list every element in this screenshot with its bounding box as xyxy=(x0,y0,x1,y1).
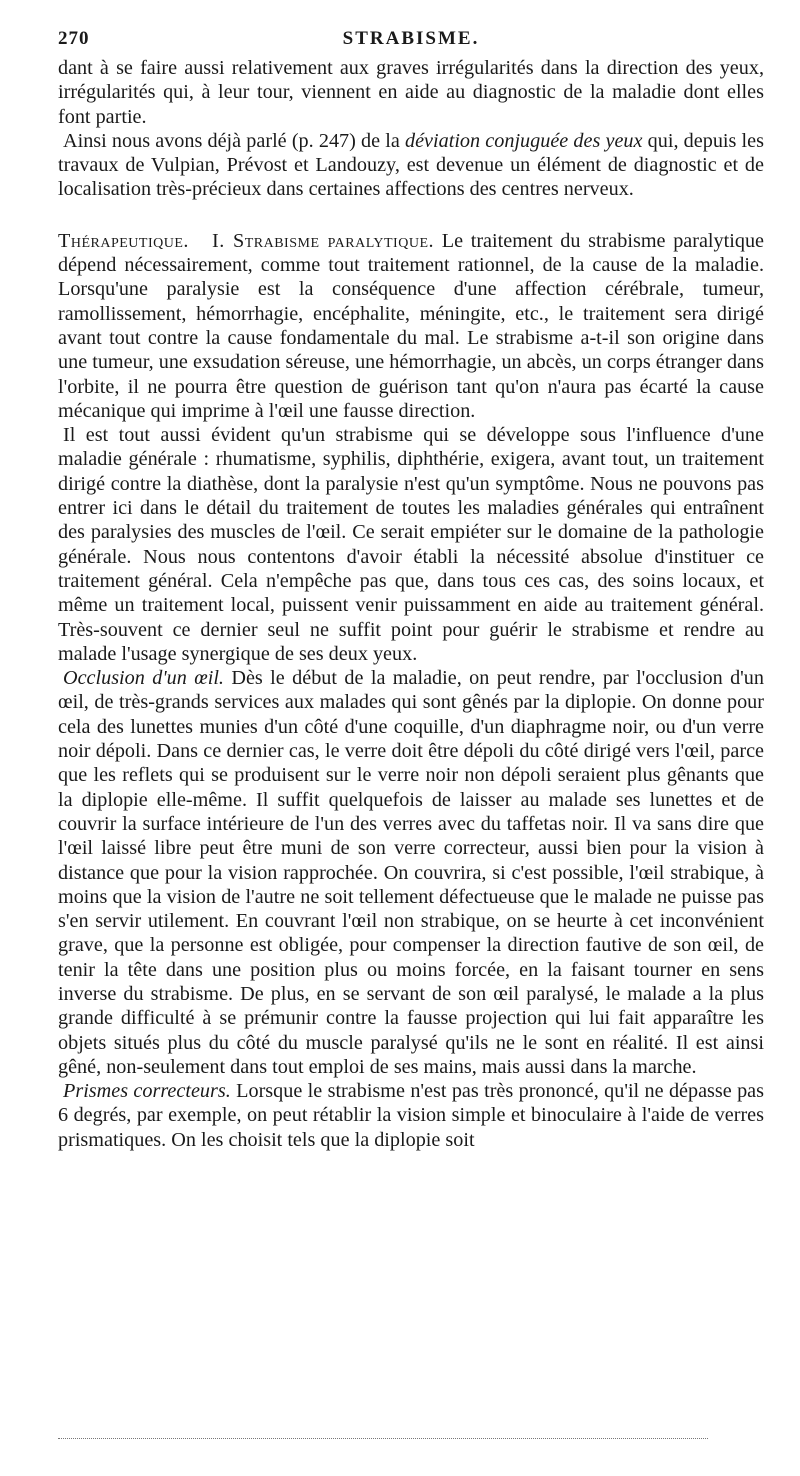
italic-term: déviation conjuguée des yeux xyxy=(405,129,643,152)
running-title: STRABISME. xyxy=(342,28,480,49)
paragraph-text: Le traitement du strabisme paralytique dépend nécessairement, comme tout traitement rationnel, de la cause de la maladie. Lorsqu'une paralysie est la conséquence d'une affection cérébrale, tumeur, ramollissement, hémorrhagie, encéphalite, méningite, etc., le traitement sera dirigé avant tout contre la cause fondamentale du mal. Le strabisme a-t-il son origine dans une tumeur, une exsudation séreuse, une hémorrhagie, un abcès, un corps étranger dans l'orbite, il ne pourra être question de guérison tant qu'on n'aura pas écarté la cause mécanique qui imprime à l'œil une fausse direction. xyxy=(58,229,764,422)
body-text xyxy=(58,56,764,1152)
paragraph-prismes xyxy=(58,1079,764,1152)
section-gap xyxy=(58,202,764,229)
paragraph-text: Il est tout aussi évident qu'un strabisme qui se développe sous l'influence d'une maladie générale : rhumatisme, syphilis, diphthérie, exigera, avant tout, un traitement dirigé contre la diathèse, dont la paralysie n'est qu'un symptôme. Nous ne pouvons pas entrer ici dans le détail du traitement de toutes les maladies générales qui entraînent des paralysies des muscles de l'œil. Ce serait empiéter sur le domaine de la pathologie générale. Nous nous contentons d'avoir établi la nécessité absolue d'instituer ce traitement général. Cela n'empêche pas que, dans tous ces cas, des soins locaux, et même un traitement local, puissent venir puissamment en aide au traitement général. Très-souvent ce dernier seul ne suffit point pour guérir le strabisme et rendre au malade l'usage synergique de ses deux yeux. xyxy=(58,424,764,665)
subsection-label: I. Strabisme paralytique. xyxy=(212,229,435,252)
paragraph-therapeutique xyxy=(58,229,764,423)
paragraph-text-before: Ainsi nous avons déjà parlé (p. 247) de la xyxy=(63,129,405,152)
paragraph-occlusion xyxy=(58,666,764,1079)
paragraph-text: Dès le début de la maladie, on peut rendre, par l'occlusion d'un œil, de très-grands services aux malades qui sont gênés par la diplopie. On donne pour cela des lunettes munies d'un côté d'une coquille, d'un diaphragme noir, ou d'un verre noir dépoli. Dans ce dernier cas, le verre doit être dépoli du côté dirigé vers l'œil, parce que les reflets qui se produisent sur le verre noir non dépoli seraient plus gênants que la diplopie elle-même. Il suffit quelquefois de laisser au malade ses lunettes et de couvrir la surface intérieure de l'un des verres avec du taffetas noir. Il va sans dire que l'œil laissé libre peut être muni de son verre correcteur, aussi bien pour la vision à distance que pour la vision rapprochée. On couvrira, si c'est possible, l'œil strabique, à moins que la vision de l'autre ne soit tellement défectueuse que le malade ne puisse pas s'en servir utilement. En couvrant l'œil non strabique, on se heurte à cet inconvénient grave, que la personne est obligée, pour compenser la direction fautive de son œil, de tenir la tête dans une position plus ou moins forcée, en la faisant tourner en sens inverse du strabisme. De plus, en se servant de son œil paralysé, le malade a la plus grande difficulté à se prémunir contre la fausse projection qui lui fait apparaître les objets situés plus du côté du muscle paralysé qu'ils ne le sont en réalité. Il est ainsi gêné, non-seulement dans tout emploi de ses mains, mais aussi dans la marche. xyxy=(58,667,764,1078)
paragraph-deviation xyxy=(58,129,764,202)
italic-heading: Prismes correcteurs. xyxy=(63,1080,231,1103)
running-head xyxy=(58,28,764,56)
bottom-dotted-rule xyxy=(58,1438,708,1439)
section-label: Thérapeutique. xyxy=(58,229,189,252)
paragraph-continuation xyxy=(58,56,764,129)
paragraph-text: Lorsque le strabisme n'est pas très prononcé, qu'il ne dépasse pas 6 degrés, par exemple, on peut rétablir la vision simple et binoculaire à l'aide de verres prismatiques. On les choisit tels que la diplopie soit xyxy=(58,1080,764,1151)
page xyxy=(58,28,764,1152)
italic-heading: Occlusion d'un œil. xyxy=(63,667,224,690)
paragraph-text-after: qui, depuis les travaux de Vulpian, Prévost et Landouzy, est devenue un élément de diagnostic et de localisation très-précieux dans certaines affections des centres nerveux. xyxy=(58,129,764,201)
page-number: 270 xyxy=(58,28,90,49)
paragraph-maladie-generale xyxy=(58,423,764,666)
paragraph-text: dant à se faire aussi relativement aux graves irrégularités dans la direction des yeux, irrégularités qui, à leur tour, viennent en aide au diagnostic de la maladie dont elles font partie. xyxy=(58,57,764,128)
